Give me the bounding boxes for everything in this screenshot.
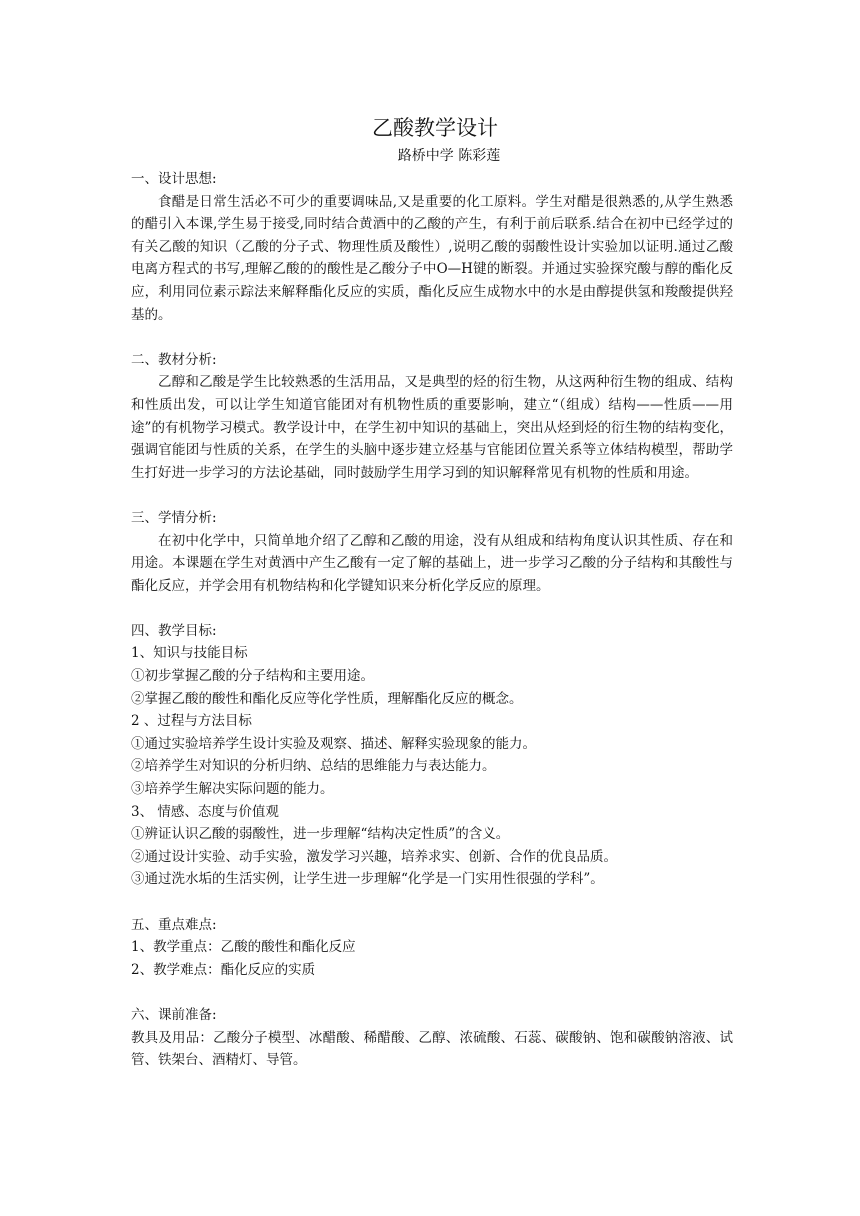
goal-line: ①通过实验培养学生设计实验及观察、描述、解释实验现象的能力。 bbox=[131, 735, 536, 752]
keypoint-line: 1、教学重点：乙酸的酸性和酯化反应 bbox=[131, 939, 356, 956]
goal-line: ①辨证认识乙酸的弱酸性，进一步理解“结构决定性质”的含义。 bbox=[131, 826, 510, 843]
section-heading-goals: 四、教学目标: bbox=[131, 622, 217, 639]
keypoint-line: 2、教学难点：酯化反应的实质 bbox=[131, 961, 316, 978]
goal-line: ①初步掌握乙酸的分子结构和主要用途。 bbox=[131, 668, 374, 685]
section-body-textbook: 乙醇和乙酸是学生比较熟悉的生活用品，又是典型的烃的衍生物，从这两种衍生物的组成、结构和性质出发，可以让学生知道官能团对有机物性质的重要影响，建立“（组成）结构——性质——用途”的有机物学习模式。教学设计中，在学生初中知识的基础上，突出从烃到烃的衍生物的结构变化，强调官能团与性质的关系，在学生的头脑中逐步建立烃基与官能团位置关系等立体结构模型，帮助学生打好进一步学习的方法论基础，同时鼓励学生用学习到的知识解释常见有机物的性质和用途。 bbox=[131, 374, 733, 481]
goal-line: ③培养学生解决实际问题的能力。 bbox=[131, 781, 334, 798]
section-heading-design: 一、设计思想: bbox=[131, 171, 217, 187]
section-gap bbox=[131, 326, 733, 349]
document-page bbox=[131, 112, 733, 1072]
goal-line: 2 、过程与方法目标 bbox=[131, 713, 252, 730]
goal-line: ②掌握乙酸的酸性和酯化反应等化学性质，理解酯化反应的概念。 bbox=[131, 690, 523, 707]
section-gap bbox=[131, 597, 733, 620]
section-heading-prep: 六、课前准备: bbox=[131, 1006, 217, 1023]
goal-line: ③通过洗水垢的生活实例，让学生进一步理解“化学是一门实用性很强的学科”。 bbox=[131, 871, 604, 888]
goal-line: 3、 情感、态度与价值观 bbox=[131, 803, 279, 820]
section-gap bbox=[131, 891, 733, 914]
section-heading-students: 三、学情分析: bbox=[131, 509, 217, 526]
document-title: 乙酸教学设计 bbox=[372, 116, 498, 140]
section-body-prep: 教具及用品：乙酸分子模型、冰醋酸、稀醋酸、乙醇、浓硫酸、石蕊、碳酸钠、饱和碳酸钠溶液、试管、铁架台、酒精灯、导管。 bbox=[131, 1029, 733, 1069]
author-line: 路桥中学 陈彩莲 bbox=[397, 148, 501, 164]
section-heading-textbook: 二、教材分析: bbox=[131, 351, 217, 368]
section-heading-keypoints: 五、重点难点: bbox=[131, 916, 217, 933]
section-gap bbox=[131, 484, 733, 507]
section-gap bbox=[131, 981, 733, 1004]
goal-line: ②通过设计实验、动手实验，激发学习兴趣，培养求实、创新、合作的优良品质。 bbox=[131, 848, 617, 865]
section-body-students: 在初中化学中，只简单地介绍了乙醇和乙酸的用途，没有从组成和结构角度认识其性质、存在和用途。本课题在学生对黄酒中产生乙酸有一定了解的基础上，进一步学习乙酸的分子结构和其酸性与酯化反应，并学会用有机物结构和化学键知识来分析化学反应的原理。 bbox=[131, 532, 733, 594]
goal-line: 1、知识与技能目标 bbox=[131, 645, 248, 662]
section-body-design: 食醋是日常生活必不可少的重要调味品,又是重要的化工原料。学生对醋是很熟悉的,从学生熟悉的醋引入本课,学生易于接受,同时结合黄酒中的乙酸的产生，有利于前后联系.结合在初中已经学过的有关乙酸的知识（乙酸的分子式、物理性质及酸性）,说明乙酸的弱酸性设计实验加以证明.通过乙酸电离方程式的书写,理解乙酸的的酸性是乙酸分子中O—H键的断裂。并通过实验探究酸与醇的酯化反应，利用同位素示踪法来解释酯化反应的实质，酯化反应生成物水中的水是由醇提供氢和羧酸提供羟基的。 bbox=[131, 193, 733, 323]
goal-line: ②培养学生对知识的分析归纳、总结的思维能力与表达能力。 bbox=[131, 758, 496, 775]
